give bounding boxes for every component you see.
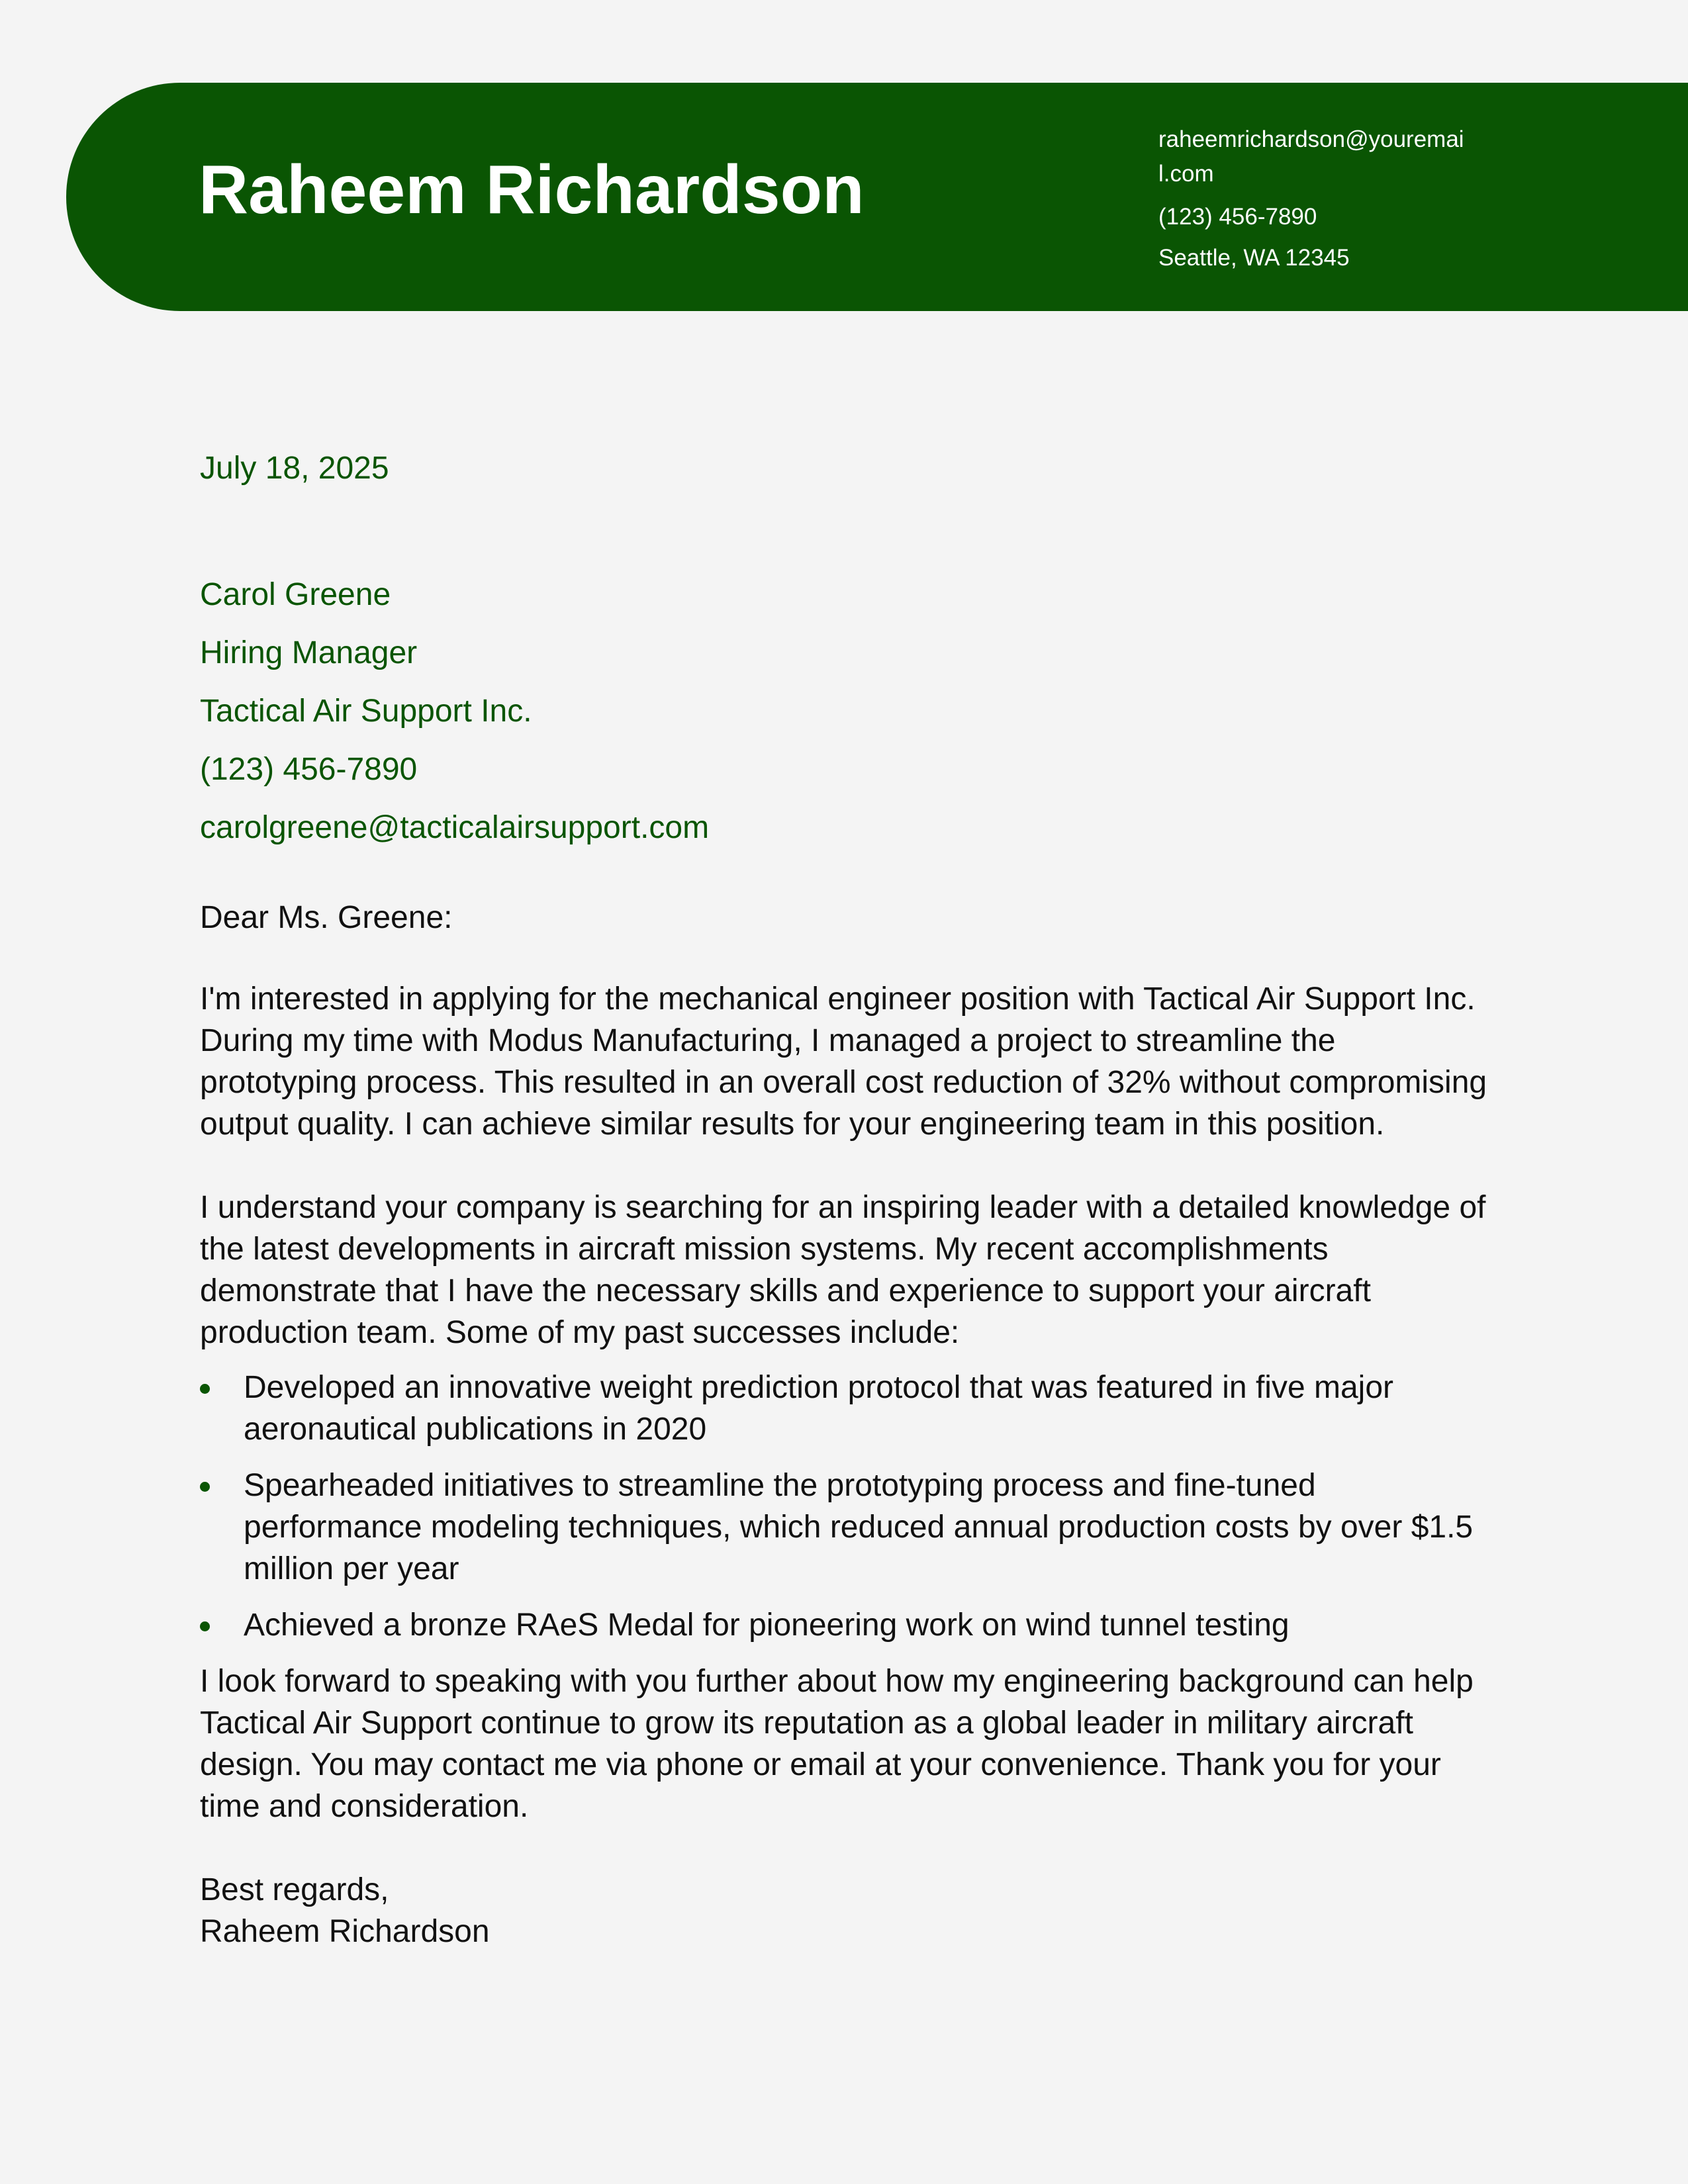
applicant-name: Raheem Richardson (199, 152, 865, 228)
contact-info (1158, 122, 1503, 279)
applicant-phone: (123) 456-7890 (1158, 204, 1317, 230)
accomplishments-list (200, 1367, 1497, 1646)
recipient-email: carolgreene@tacticalairsupport.com (200, 810, 710, 845)
bullet-icon (200, 1384, 210, 1394)
list-item: Achieved a bronze RAeS Medal for pioneering work on wind tunnel testing (200, 1604, 1497, 1646)
applicant-email: raheemrichardson@youremai l.com (1158, 126, 1464, 187)
recipient-name: Carol Greene (200, 577, 391, 612)
closing-block (200, 1869, 1497, 1952)
recipient-title: Hiring Manager (200, 635, 418, 670)
letter-date: July 18, 2025 (200, 451, 389, 486)
paragraph-3: I look forward to speaking with you further about how my engineering background can help Tactical Air Support continue to grow its reputation as a global leader in military aircraft design. You may contact me via phone or email at your convenience. Thank you for your time and consideration. (200, 1664, 1474, 1824)
paragraph-2: I understand your company is searching for an inspiring leader with a detailed knowledge of the latest developments in aircraft mission systems. My recent accomplishments demonstrate that I have the necessary skills and experience to support your aircraft production team. Some of my past successes include: (200, 1190, 1486, 1350)
bullet-icon (200, 1621, 210, 1631)
list-item: Developed an innovative weight prediction protocol that was featured in five major aeronautical publications in 2020 (200, 1367, 1497, 1450)
recipient-company: Tactical Air Support Inc. (200, 694, 532, 729)
paragraph-1: I'm interested in applying for the mechanical engineer position with Tactical Air Support Inc. During my time with Modus Manufacturing, I managed a project to streamline the prototyping process. This resulted in an overall cost reduction of 32% without compromising output quality. I can achieve similar results for your engineering team in this position. (200, 981, 1487, 1142)
recipient-phone: (123) 456-7890 (200, 752, 418, 787)
header-banner (66, 83, 1688, 311)
salutation: Dear Ms. Greene: (200, 900, 453, 935)
signature: Raheem Richardson (200, 1914, 490, 1949)
applicant-location: Seattle, WA 12345 (1158, 245, 1350, 271)
list-item: Spearheaded initiatives to streamline the prototyping process and fine-tuned performance modeling techniques, which reduced annual production costs by over $1.5 million per year (200, 1465, 1497, 1590)
letter-body (200, 897, 1497, 1952)
bullet-icon (200, 1482, 210, 1492)
recipient-block (200, 566, 709, 857)
closing: Best regards, (200, 1872, 389, 1907)
